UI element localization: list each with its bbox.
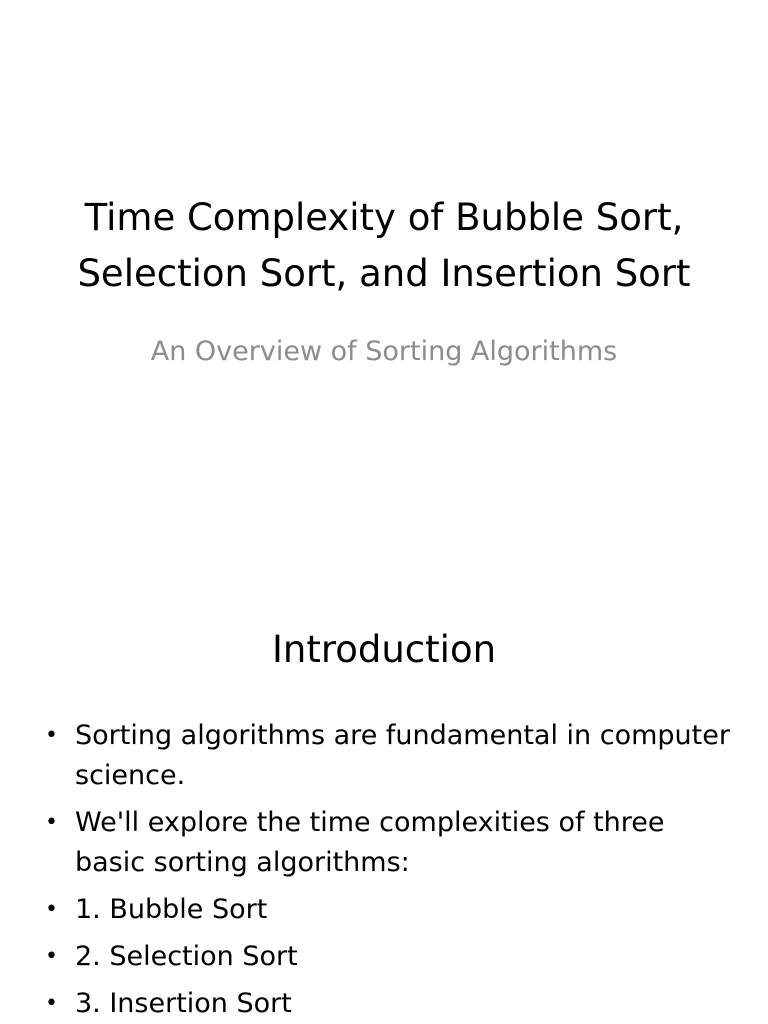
bullet-icon: • <box>45 897 58 922</box>
bullet-item <box>40 937 730 977</box>
bullet-text: 1. Bubble Sort <box>75 894 268 925</box>
introduction-slide <box>0 576 768 1024</box>
bullet-item <box>40 890 730 930</box>
bullet-text: 2. Selection Sort <box>75 941 298 972</box>
bullet-icon: • <box>45 991 58 1016</box>
bullet-icon: • <box>45 944 58 969</box>
bullet-text: We'll explore the time complexities of three basic sorting algorithms: <box>75 807 665 878</box>
title-line-1: Time Complexity of Bubble Sort, <box>84 196 684 239</box>
slide-title <box>40 190 728 302</box>
bullet-icon: • <box>45 810 58 835</box>
bullet-item <box>40 716 730 796</box>
slide-heading: Introduction <box>271 628 497 671</box>
bullet-list <box>40 716 730 1024</box>
slide-subtitle: An Overview of Sorting Algorithms <box>150 336 618 367</box>
bullet-text: 3. Insertion Sort <box>75 988 292 1019</box>
bullet-icon: • <box>45 723 58 748</box>
title-line-2: Selection Sort, and Insertion Sort <box>77 252 691 295</box>
bullet-item <box>40 803 730 883</box>
bullet-item <box>40 984 730 1024</box>
bullet-text: Sorting algorithms are fundamental in computer science. <box>75 720 730 791</box>
